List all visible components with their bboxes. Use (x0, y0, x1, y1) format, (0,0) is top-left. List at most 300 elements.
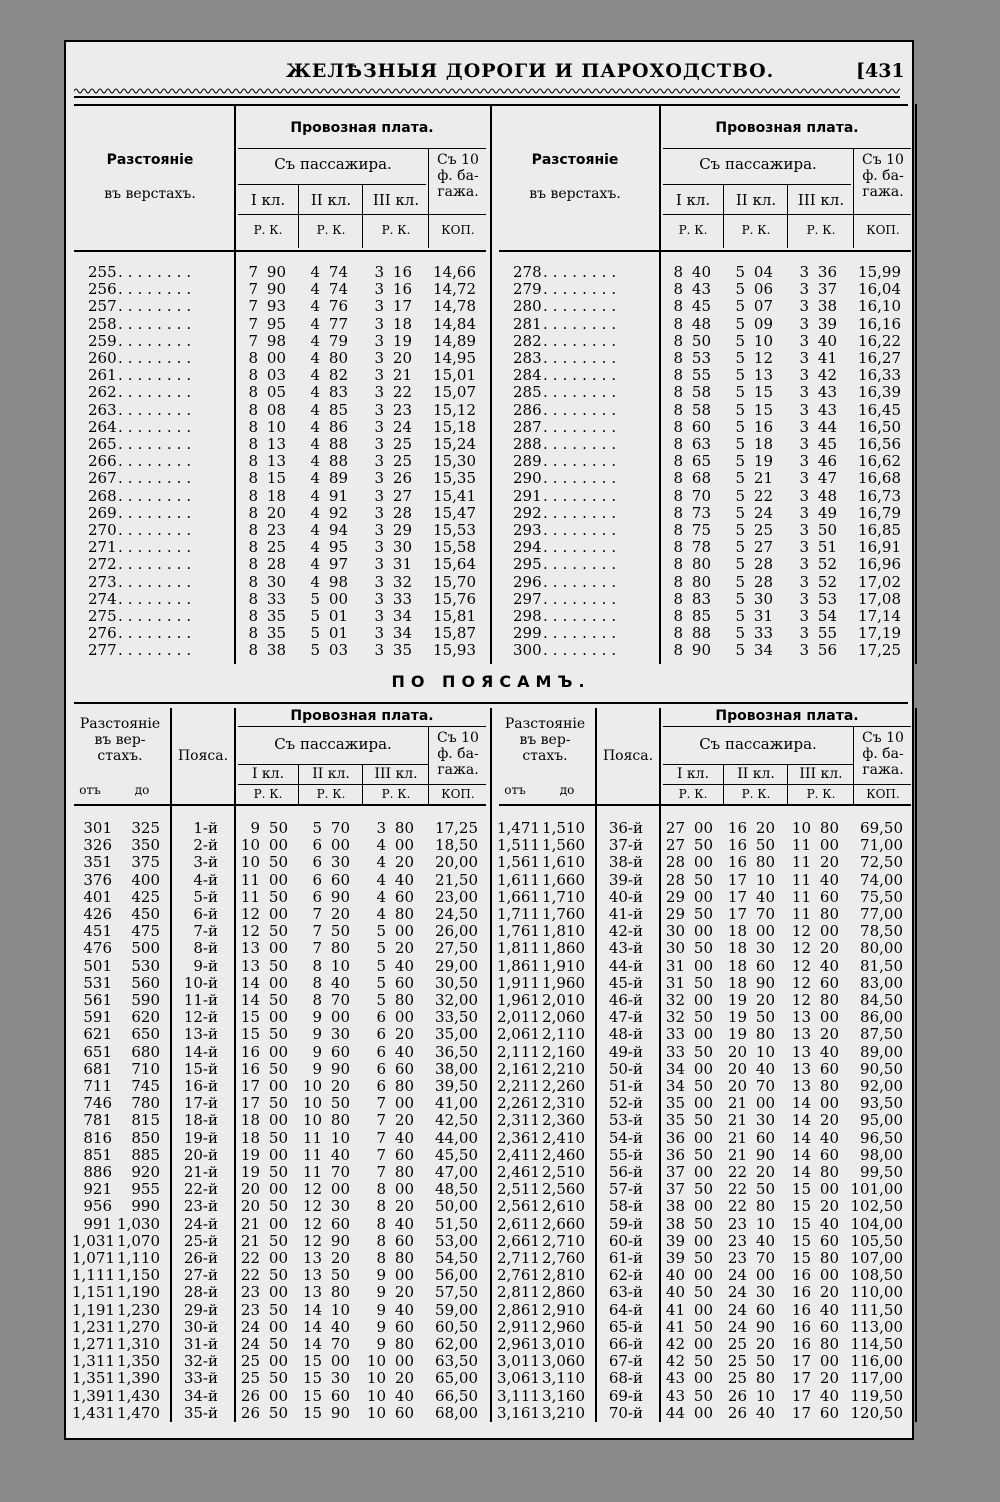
table-row (66, 923, 491, 940)
fare-rub-3: 16 (791, 1300, 811, 1319)
fare-rub-2: 7 (312, 922, 322, 941)
luggage-cell: 35,00 (435, 1025, 478, 1044)
zone-cell: 36-й (608, 819, 643, 837)
table-row (491, 1267, 916, 1284)
fare-rub-2: 18 (727, 922, 747, 941)
fare-kop-2: 22 (753, 486, 773, 505)
fare-kop-1: 00 (693, 991, 713, 1009)
fare-rub-2: 21 (727, 1128, 747, 1147)
fare-kop-2: 28 (753, 555, 773, 574)
fare-rub-3: 14 (791, 1094, 811, 1113)
fare-rub-2: 15 (302, 1403, 322, 1422)
header-rule (663, 726, 911, 727)
luggage-cell: 16,91 (858, 538, 901, 557)
fare-rub-1: 8 (673, 314, 683, 333)
header-rule (499, 804, 911, 806)
fare-rub-2: 26 (727, 1403, 747, 1422)
luggage-cell: 59,00 (435, 1300, 478, 1319)
fare-rub-2: 10 (302, 1111, 322, 1130)
fare-kop-1: 65 (691, 452, 711, 471)
fare-rub-2: 4 (310, 383, 320, 402)
fare-rub-1: 26 (240, 1403, 260, 1422)
to-cell: 620 (131, 1008, 160, 1027)
fare-rub-3: 3 (374, 417, 384, 436)
rub-kop-header: Р. К. (678, 223, 708, 237)
fare-rub-2: 6 (312, 887, 322, 906)
leader-dots: ........ (118, 642, 197, 660)
fare-kop-1: 00 (693, 1403, 713, 1422)
fare-rub-1: 26 (240, 1386, 260, 1405)
fare-rub-2: 20 (727, 1059, 747, 1078)
distance-unit-header: въ верстахъ. (529, 186, 621, 202)
fare-kop-1: 00 (268, 836, 288, 855)
fare-rub-2: 24 (727, 1317, 747, 1336)
fare-rub-2: 11 (302, 1128, 322, 1147)
from-cell: 476 (83, 939, 112, 958)
fare-kop-3: 26 (392, 469, 412, 488)
fare-rub-1: 8 (673, 469, 683, 488)
fare-rub-3: 8 (376, 1249, 386, 1267)
fare-rub-1: 27 (665, 836, 685, 855)
class-3-header: III кл. (372, 191, 420, 209)
fare-rub-1: 8 (673, 521, 683, 539)
fare-rub-2: 5 (735, 521, 745, 539)
leader-dots: ........ (543, 298, 622, 316)
fare-rub-2: 4 (310, 521, 320, 539)
luggage-cell: 78,50 (860, 922, 903, 941)
table-row (66, 854, 491, 871)
leader-dots: ........ (118, 590, 197, 608)
fare-kop-2: 30 (753, 589, 773, 608)
fare-kop-2: 94 (328, 521, 348, 539)
fare-rub-2: 4 (310, 280, 320, 299)
fare-rub-2: 4 (310, 314, 320, 333)
from-cell: 426 (83, 905, 112, 923)
fare-kop-1: 50 (268, 1025, 288, 1044)
table-row (66, 625, 491, 642)
leader-dots: ........ (118, 332, 197, 350)
zone-cell: 66-й (608, 1335, 643, 1353)
rub-kop-header: Р. К. (678, 787, 708, 801)
fare-rub-3: 4 (376, 836, 386, 855)
table-row (491, 1336, 916, 1353)
fare-kop-2: 50 (755, 1352, 775, 1371)
from-cell: 746 (83, 1094, 112, 1113)
luggage-cell: 116,00 (850, 1352, 903, 1371)
fare-rub-3: 3 (799, 280, 809, 299)
zone-cell: 35-й (183, 1403, 218, 1422)
fare-kop-1: 30 (266, 572, 286, 591)
table-row (491, 1233, 916, 1250)
luggage-cell: 16,56 (858, 435, 901, 453)
luggage-cell: 14,84 (433, 314, 476, 333)
distance-cell: 269 (88, 503, 117, 522)
fare-kop-3: 80 (394, 1335, 414, 1353)
fare-rub-3: 10 (366, 1386, 386, 1405)
fare-kop-2: 80 (755, 1369, 775, 1388)
to-cell: 425 (131, 887, 160, 906)
fare-kop-2: 21 (753, 469, 773, 488)
fare-rub-3: 10 (366, 1369, 386, 1388)
zone-cell: 44-й (608, 956, 643, 975)
fare-rub-1: 8 (673, 400, 683, 419)
fare-kop-2: 00 (330, 1352, 350, 1371)
to-cell: 1,910 (542, 956, 585, 975)
table-row (491, 1198, 916, 1215)
table-row (66, 975, 491, 992)
fare-kop-3: 52 (817, 572, 837, 591)
fare-rub-2: 5 (735, 280, 745, 299)
leader-dots: ........ (543, 384, 622, 402)
fare-rub-2: 5 (735, 624, 745, 643)
luggage-cell: 32,00 (435, 991, 478, 1009)
zone-cell: 60-й (608, 1231, 643, 1250)
fare-kop-2: 00 (755, 922, 775, 941)
from-cell: 3,011 (497, 1352, 540, 1371)
to-cell: 1,230 (117, 1300, 160, 1319)
fare-kop-2: 10 (755, 1386, 775, 1405)
header-rule (74, 804, 486, 806)
fare-kop-1: 00 (693, 1369, 713, 1388)
zone-cell: 52-й (608, 1094, 643, 1113)
luggage-cell: 120,50 (850, 1403, 903, 1422)
fare-rub-3: 15 (791, 1197, 811, 1216)
page-number: [431 (856, 60, 905, 82)
fare-rub-3: 3 (799, 349, 809, 367)
fare-rub-3: 14 (791, 1128, 811, 1147)
luggage-cell: 15,12 (433, 400, 476, 419)
distance-header: Разстояніе въ вер- стахъ. (79, 716, 161, 765)
fare-kop-1: 00 (693, 887, 713, 906)
fare-rub-3: 3 (799, 486, 809, 505)
fare-kop-3: 60 (394, 1145, 414, 1164)
table-row (66, 1061, 491, 1078)
luggage-cell: 24,50 (435, 905, 478, 923)
luggage-cell: 15,18 (433, 417, 476, 436)
fare-rub-1: 8 (673, 417, 683, 436)
header-rule (74, 250, 486, 252)
table-row (66, 1164, 491, 1181)
fare-rub-3: 14 (791, 1145, 811, 1164)
to-cell: 1,150 (117, 1266, 160, 1285)
fare-rub-3: 3 (374, 521, 384, 539)
from-cell: 1,471 (497, 819, 540, 837)
luggage-cell: 38,00 (435, 1059, 478, 1078)
fare-rub-1: 40 (665, 1266, 685, 1285)
to-cell: 2,210 (542, 1059, 585, 1078)
fare-rub-2: 5 (735, 486, 745, 505)
distance-cell: 285 (513, 383, 542, 402)
table-row (66, 574, 491, 591)
fare-rub-1: 30 (665, 939, 685, 958)
luggage-cell: 68,00 (435, 1403, 478, 1422)
zone-cell: 70-й (608, 1403, 643, 1422)
zone-cell: 59-й (608, 1214, 643, 1233)
fare-kop-1: 80 (691, 555, 711, 574)
fare-rub-1: 29 (665, 887, 685, 906)
fare-kop-1: 00 (268, 1042, 288, 1061)
to-cell: 2,660 (542, 1214, 585, 1233)
luggage-cell: 26,00 (435, 922, 478, 941)
fare-rub-1: 24 (240, 1335, 260, 1353)
fare-kop-1: 00 (693, 1231, 713, 1250)
fare-kop-2: 40 (755, 1231, 775, 1250)
zone-cell: 54-й (608, 1128, 643, 1147)
fare-kop-2: 20 (755, 991, 775, 1009)
fare-rub-1: 22 (240, 1249, 260, 1267)
fare-kop-1: 60 (691, 417, 711, 436)
fare-kop-1: 90 (691, 641, 711, 660)
to-header: до (134, 783, 150, 797)
luggage-cell: 15,30 (433, 452, 476, 471)
fare-kop-2: 60 (330, 870, 350, 889)
fare-kop-3: 60 (819, 1145, 839, 1164)
to-cell: 650 (131, 1025, 160, 1044)
fare-kop-3: 00 (819, 1352, 839, 1371)
fare-kop-2: 91 (328, 486, 348, 505)
fare-kop-1: 98 (266, 331, 286, 350)
fare-kop-1: 93 (266, 297, 286, 316)
zone-cell: 65-й (608, 1317, 643, 1336)
fare-kop-2: 30 (330, 853, 350, 872)
zone-cell: 14-й (183, 1042, 218, 1061)
fare-rub-3: 3 (799, 469, 809, 488)
class-3-header: III кл. (374, 766, 418, 782)
fare-kop-1: 50 (268, 1094, 288, 1113)
distance-cell: 294 (513, 538, 542, 557)
table-row (66, 556, 491, 573)
fare-kop-2: 70 (755, 905, 775, 923)
fare-rub-1: 17 (240, 1094, 260, 1113)
fare-rub-1: 23 (240, 1300, 260, 1319)
fare-rub-3: 3 (374, 297, 384, 316)
class-1-header: I кл. (675, 191, 711, 209)
fare-rub-2: 14 (302, 1317, 322, 1336)
table-row (491, 419, 916, 436)
fare-rub-3: 3 (799, 400, 809, 419)
distance-cell: 278 (513, 263, 542, 281)
from-cell: 711 (83, 1077, 112, 1095)
table-row (66, 642, 491, 659)
luggage-cell: 36,50 (435, 1042, 478, 1061)
to-cell: 1,610 (542, 853, 585, 872)
to-cell: 475 (131, 922, 160, 941)
fare-rub-3: 7 (376, 1145, 386, 1164)
fare-rub-3: 7 (376, 1128, 386, 1147)
fare-rub-2: 5 (735, 607, 745, 625)
fare-rub-1: 35 (665, 1094, 685, 1113)
table-row (66, 591, 491, 608)
distance-cell: 286 (513, 400, 542, 419)
fare-rub-2: 4 (310, 503, 320, 522)
fare-kop-2: 00 (328, 589, 348, 608)
fare-kop-2: 00 (755, 1266, 775, 1285)
fare-rub-2: 11 (302, 1163, 322, 1181)
distance-cell: 280 (513, 297, 542, 316)
fare-kop-2: 74 (328, 263, 348, 281)
fare-rub-3: 3 (799, 366, 809, 385)
fare-rub-3: 3 (799, 589, 809, 608)
fare-rub-3: 3 (374, 280, 384, 299)
from-cell: 2,311 (497, 1111, 540, 1130)
zone-cell: 21-й (183, 1163, 218, 1181)
luggage-cell: 14,89 (433, 331, 476, 350)
luggage-cell: 47,00 (435, 1163, 478, 1181)
luggage-cell: 54,50 (435, 1249, 478, 1267)
fare-kop-1: 50 (693, 1008, 713, 1027)
header-rule (362, 764, 363, 804)
fare-kop-3: 47 (817, 469, 837, 488)
fare-rub-1: 8 (673, 555, 683, 574)
luggage-header: Съ 10 ф. ба- гажа. (862, 152, 904, 201)
fare-kop-3: 20 (819, 1197, 839, 1216)
table-row (491, 992, 916, 1009)
luggage-cell: 30,50 (435, 973, 478, 992)
fare-rub-1: 8 (248, 555, 258, 574)
fare-kop-3: 34 (392, 624, 412, 643)
fare-rub-1: 36 (665, 1128, 685, 1147)
fare-kop-3: 80 (819, 819, 839, 837)
fare-rub-1: 8 (248, 383, 258, 402)
fare-kop-2: 03 (328, 641, 348, 660)
table-row (491, 1095, 916, 1112)
fare-kop-3: 80 (394, 905, 414, 923)
from-cell: 2,811 (497, 1283, 540, 1302)
fare-kop-3: 80 (819, 1077, 839, 1095)
distance-cell: 264 (88, 417, 117, 436)
fare-rub-2: 4 (310, 331, 320, 350)
fare-kop-2: 80 (328, 349, 348, 367)
table-row (491, 1388, 916, 1405)
zone-cell: 30-й (183, 1317, 218, 1336)
fare-rub-2: 13 (302, 1249, 322, 1267)
header-rule (853, 148, 854, 248)
from-cell: 2,461 (497, 1163, 540, 1181)
fare-rub-2: 5 (735, 366, 745, 385)
zone-cell: 51-й (608, 1077, 643, 1095)
luggage-cell: 75,50 (860, 887, 903, 906)
fare-rub-3: 3 (374, 486, 384, 505)
to-cell: 2,560 (542, 1180, 585, 1199)
fare-kop-2: 01 (328, 624, 348, 643)
fare-rub-3: 11 (791, 853, 811, 872)
fare-rub-3: 3 (799, 314, 809, 333)
fare-kop-2: 30 (755, 1111, 775, 1130)
to-cell: 1,510 (542, 819, 585, 837)
fare-rub-1: 32 (665, 991, 685, 1009)
fare-kop-3: 52 (817, 555, 837, 574)
to-cell: 2,810 (542, 1266, 585, 1285)
table-row (66, 1353, 491, 1370)
luggage-cell: 16,68 (858, 469, 901, 488)
luggage-cell: 41,00 (435, 1094, 478, 1113)
fare-rub-2: 4 (310, 263, 320, 281)
fare-kop-2: 09 (753, 314, 773, 333)
distance-cell: 296 (513, 572, 542, 591)
from-cell: 1,191 (72, 1300, 115, 1319)
leader-dots: ........ (543, 573, 622, 591)
luggage-cell: 16,16 (858, 314, 901, 333)
fare-kop-1: 50 (268, 922, 288, 941)
fare-rub-1: 24 (240, 1317, 260, 1336)
fare-kop-2: 40 (755, 887, 775, 906)
fare-kop-2: 70 (755, 1077, 775, 1095)
fare-rub-1: 13 (240, 939, 260, 958)
fare-kop-1: 00 (268, 1249, 288, 1267)
table-row (66, 958, 491, 975)
fare-rub-1: 36 (665, 1145, 685, 1164)
luggage-cell: 84,50 (860, 991, 903, 1009)
leader-dots: ........ (543, 590, 622, 608)
luggage-cell: 56,00 (435, 1266, 478, 1285)
fare-kop-1: 50 (693, 870, 713, 889)
table-row (66, 350, 491, 367)
table-row (66, 820, 491, 837)
fare-kop-3: 80 (394, 1249, 414, 1267)
fare-kop-1: 00 (693, 1335, 713, 1353)
zones-right-half (491, 702, 916, 1422)
zone-cell: 69-й (608, 1386, 643, 1405)
fare-rub-2: 12 (302, 1180, 322, 1199)
fare-rub-1: 11 (240, 870, 260, 889)
header-rule (238, 184, 426, 185)
fare-kop-3: 25 (392, 452, 412, 471)
fare-rub-3: 3 (374, 452, 384, 471)
leader-dots: ........ (543, 470, 622, 488)
zones-title: ПО ПОЯСАМЪ. (391, 672, 591, 691)
luggage-cell: 15,01 (433, 366, 476, 385)
fare-kop-1: 13 (266, 452, 286, 471)
fare-kop-2: 20 (755, 1335, 775, 1353)
fare-rub-2: 18 (727, 973, 747, 992)
leader-dots: ........ (118, 401, 197, 419)
table-row (66, 1319, 491, 1336)
luggage-cell: 15,24 (433, 435, 476, 453)
fare-rub-1: 41 (665, 1317, 685, 1336)
to-cell: 325 (131, 819, 160, 837)
rub-kop-header: Р. К. (806, 223, 836, 237)
distance-header: Разстояніе (531, 152, 619, 168)
fare-rub-2: 23 (727, 1214, 747, 1233)
to-cell: 1,310 (117, 1335, 160, 1353)
zone-cell: 68-й (608, 1369, 643, 1388)
fare-rub-1: 8 (248, 521, 258, 539)
leader-dots: ........ (543, 367, 622, 385)
fare-rub-2: 26 (727, 1386, 747, 1405)
zone-cell: 5-й (193, 887, 218, 906)
fare-rub-2: 22 (727, 1180, 747, 1199)
fare-kop-1: 28 (266, 555, 286, 574)
table-row (491, 958, 916, 975)
fare-kop-2: 00 (755, 1094, 775, 1113)
fare-kop-2: 98 (328, 572, 348, 591)
fare-rub-3: 17 (791, 1386, 811, 1405)
table-row (491, 488, 916, 505)
fare-kop-2: 50 (330, 922, 350, 941)
from-cell: 1,391 (72, 1386, 115, 1405)
rub-kop-header: Р. К. (741, 223, 771, 237)
fare-rub-3: 5 (376, 922, 386, 941)
table-row (66, 1009, 491, 1026)
luggage-cell: 50,00 (435, 1197, 478, 1216)
fare-kop-2: 40 (330, 1145, 350, 1164)
luggage-cell: 83,00 (860, 973, 903, 992)
luggage-cell: 16,04 (858, 280, 901, 299)
table-row (491, 642, 916, 659)
fare-kop-1: 50 (268, 1197, 288, 1216)
fare-rub-3: 17 (791, 1369, 811, 1388)
fare-kop-1: 00 (268, 939, 288, 958)
